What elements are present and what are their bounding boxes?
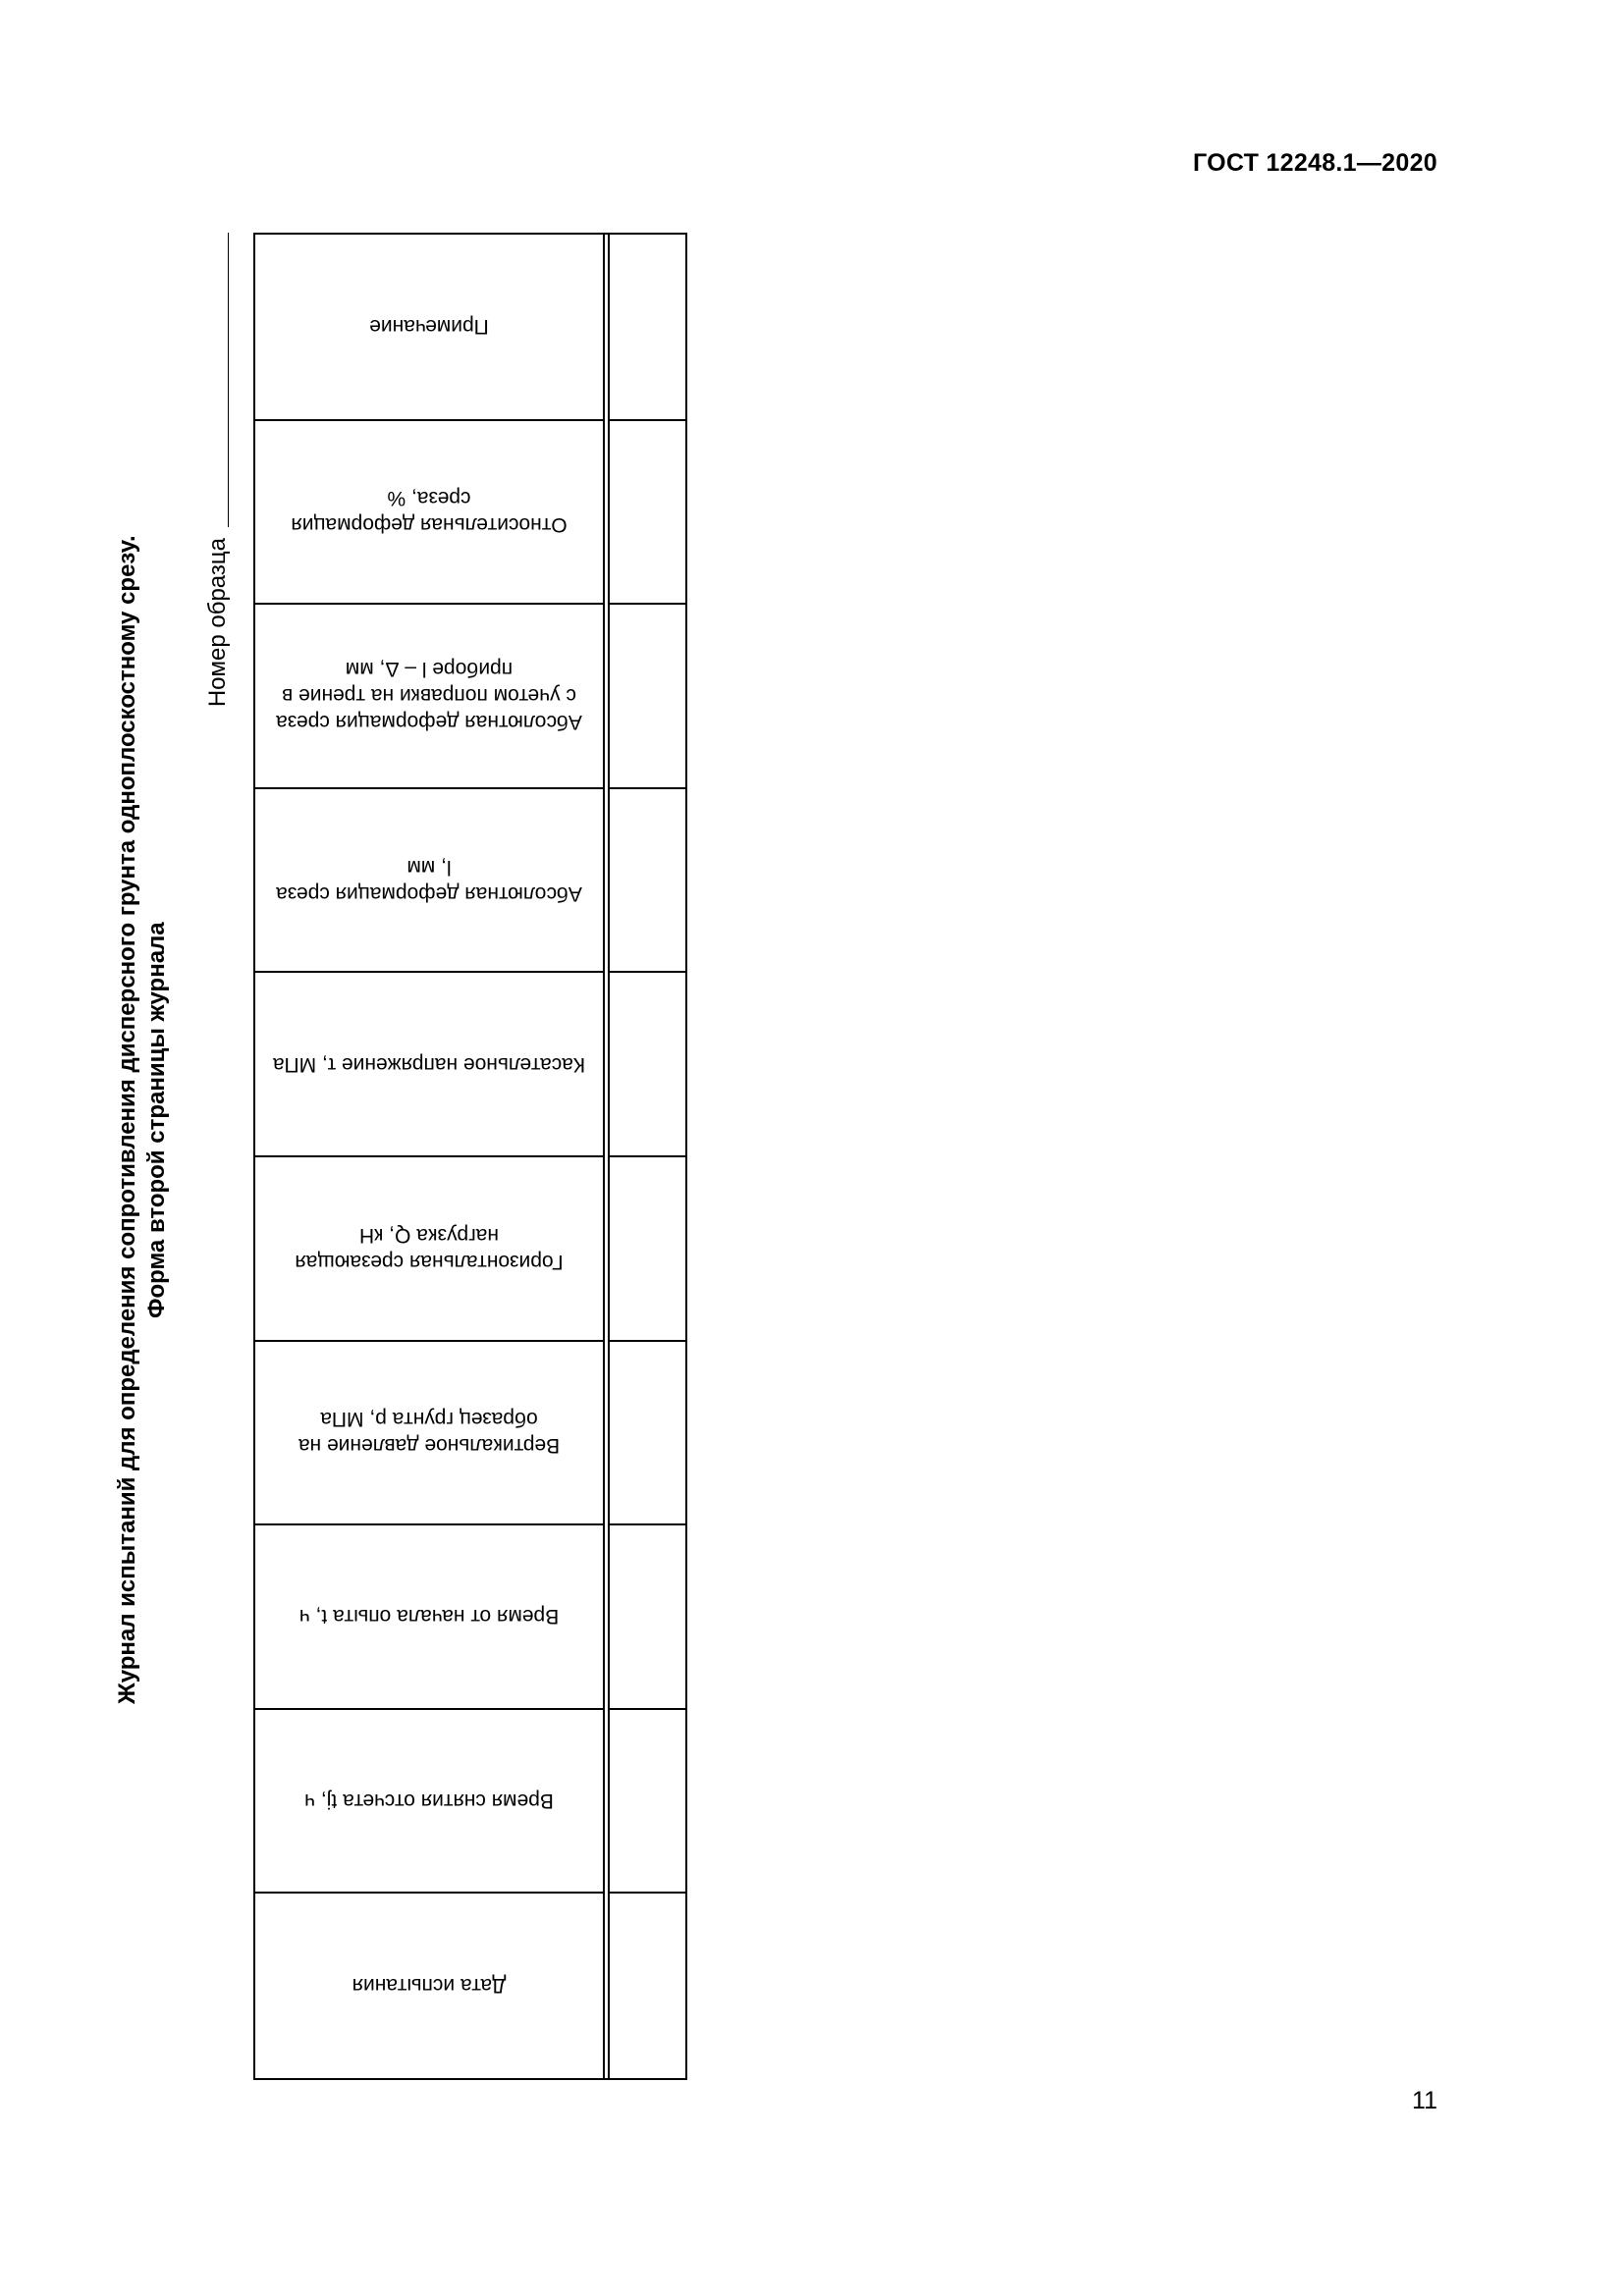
data-cell — [610, 419, 687, 604]
data-cell — [610, 603, 687, 787]
header-label: Абсолютная деформация среза с учетом поправки на трение в приборе l – Δ, мм — [276, 658, 582, 734]
data-cell — [610, 1708, 687, 1893]
data-cell — [610, 1892, 687, 2076]
double-rule — [603, 235, 605, 2078]
header-cell-relative-deformation — [255, 419, 603, 604]
sample-number-underline — [228, 233, 229, 527]
data-cell — [610, 787, 687, 972]
header-label: Время снятия отсчета tj, ч — [304, 1789, 554, 1813]
page-number: 11 — [1412, 2087, 1437, 2114]
data-cell — [610, 1340, 687, 1524]
journal-title: Журнал испытаний для определения сопротивления дисперсного грунта одноплоскостному срезу. — [114, 535, 140, 1705]
header-label: Время от начала опыта t, ч — [298, 1605, 560, 1629]
data-cell — [610, 1523, 687, 1708]
header-cell-horizontal-load — [255, 1155, 603, 1340]
journal-subtitle: Форма второй страницы журнала — [143, 922, 170, 1318]
header-label: Вертикальное давление на образец грунта p, МПа — [298, 1408, 561, 1458]
data-cell — [610, 971, 687, 1155]
header-column — [255, 235, 603, 2078]
header-label: Относительная деформация среза, % — [291, 487, 568, 537]
data-cell — [610, 235, 687, 419]
header-label: Абсолютная деформация среза l, мм — [276, 855, 582, 905]
header-label: Примечание — [369, 315, 489, 339]
header-cell-reading-time — [255, 1708, 603, 1893]
header-label: Горизонтальная срезающая нагрузка Q, кН — [295, 1223, 564, 1273]
header-label: Дата испытания — [352, 1973, 507, 1997]
header-cell-shear-stress — [255, 971, 603, 1155]
header-label: Касательное напряжение τ, МПа — [272, 1052, 586, 1076]
header-cell-abs-deformation-corrected — [255, 603, 603, 787]
sample-number-label: Номер образца — [204, 538, 231, 708]
header-cell-note — [255, 235, 603, 419]
journal-table — [253, 233, 687, 2080]
header-cell-time-from-start — [255, 1523, 603, 1708]
standard-code: ГОСТ 12248.1—2020 — [1192, 149, 1437, 177]
header-cell-vertical-pressure — [255, 1340, 603, 1524]
header-cell-abs-deformation — [255, 787, 603, 972]
data-cell — [610, 1155, 687, 1340]
header-cell-test-date — [255, 1892, 603, 2076]
